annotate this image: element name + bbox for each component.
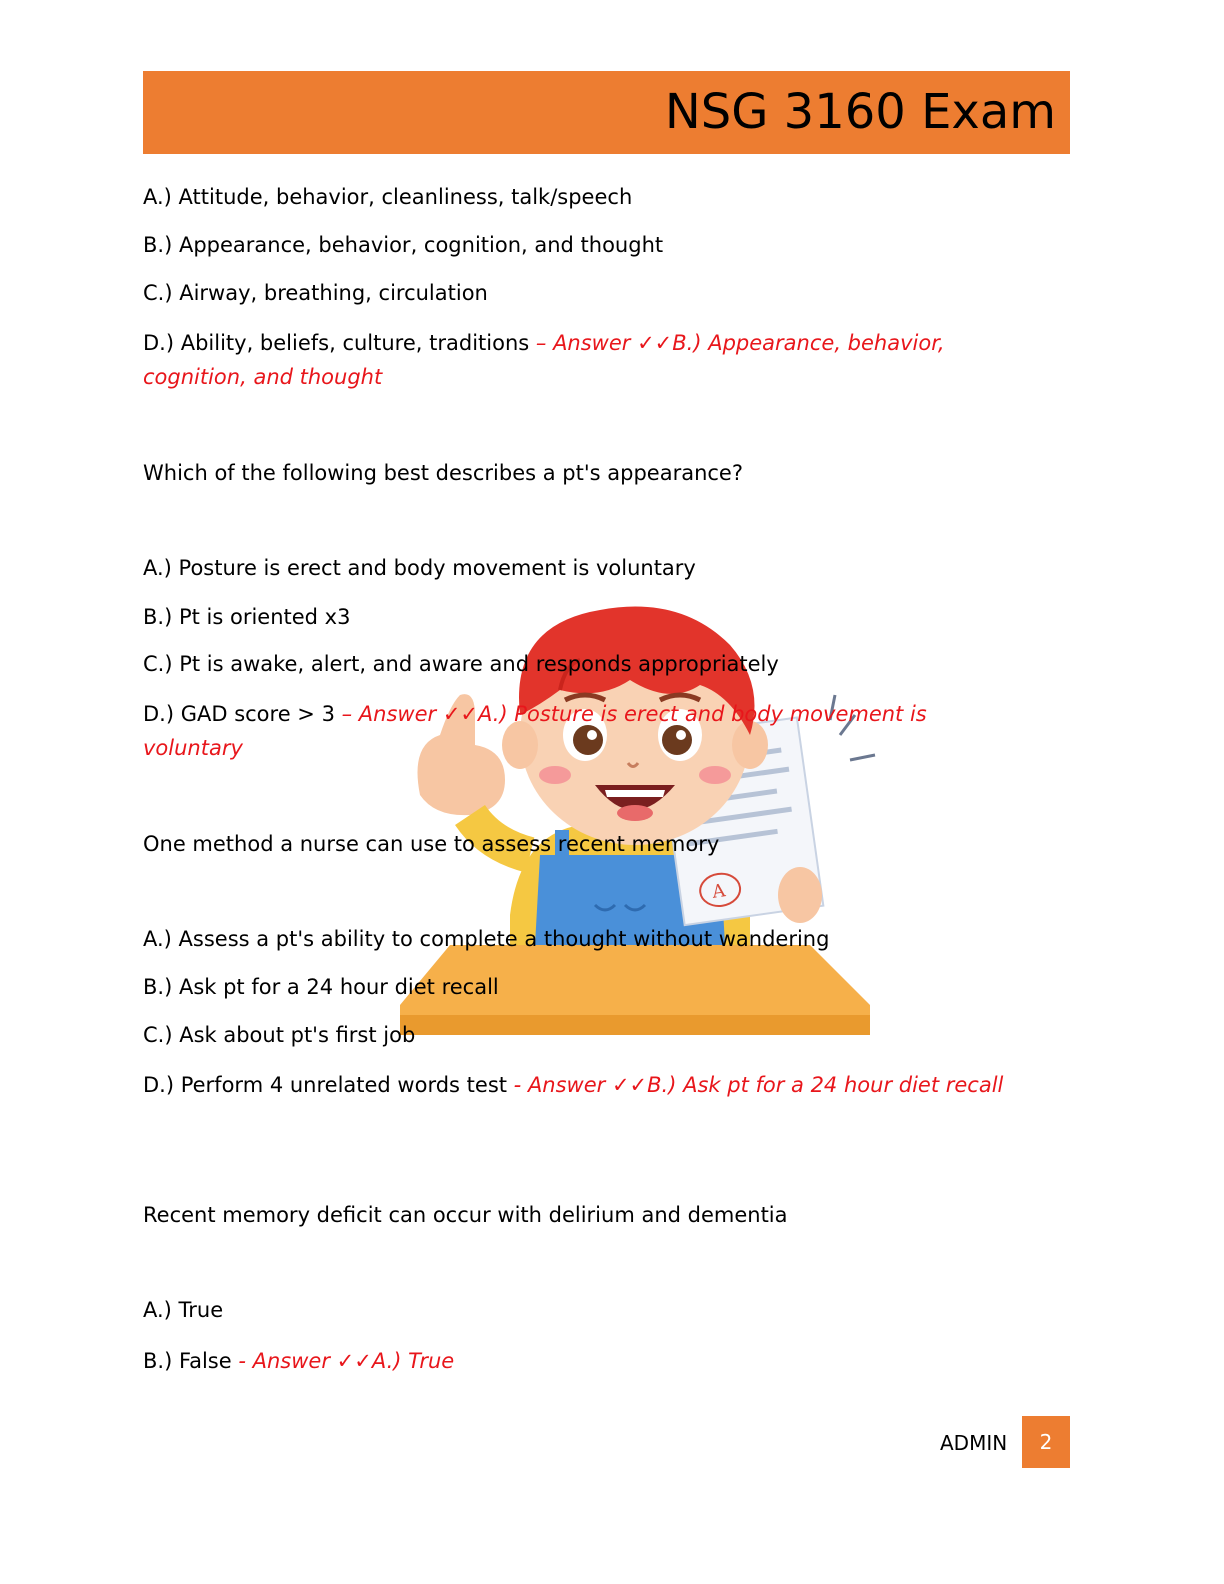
q1-option-d-with-answer — [143, 326, 1023, 394]
q1-option-d: D.) Ability, beliefs, culture, traditions — [143, 331, 530, 355]
q2-option-d: D.) GAD score > 3 — [143, 702, 335, 726]
q2-option-b: B.) Pt is oriented x3 — [143, 605, 351, 629]
q2-option-a: A.) Posture is erect and body movement is voluntary — [143, 556, 696, 580]
page-number: 2 — [1022, 1416, 1070, 1468]
q2-question: Which of the following best describes a pt's appearance? — [143, 461, 743, 485]
q1-option-b: B.) Appearance, behavior, cognition, and thought — [143, 233, 664, 257]
q4-option-b: B.) False — [143, 1349, 232, 1373]
q3-option-c: C.) Ask about pt's first job — [143, 1023, 416, 1047]
q4-question: Recent memory deficit can occur with delirium and dementia — [143, 1203, 788, 1227]
q3-option-d: D.) Perform 4 unrelated words test — [143, 1073, 507, 1097]
q3-option-a: A.) Assess a pt's ability to complete a thought without wandering — [143, 927, 830, 951]
q4-option-a: A.) True — [143, 1298, 224, 1322]
header-bar — [143, 71, 1070, 154]
q2-answer-separator: – — [334, 702, 359, 726]
document-title: NSG 3160 Exam — [664, 84, 1056, 140]
q4-answer: Answer ✓✓A.) True — [252, 1349, 455, 1373]
footer-label: ADMIN — [940, 1431, 1008, 1455]
q3-option-b: B.) Ask pt for a 24 hour diet recall — [143, 975, 499, 999]
grade-mark: A — [710, 880, 727, 903]
q4-option-b-with-answer — [143, 1344, 1023, 1378]
q3-option-d-with-answer — [143, 1068, 1023, 1102]
q2-option-d-with-answer — [143, 697, 1023, 765]
q4-answer-separator: - — [231, 1349, 253, 1373]
q2-option-c: C.) Pt is awake, alert, and aware and responds appropriately — [143, 652, 779, 676]
q1-option-a: A.) Attitude, behavior, cleanliness, talk/speech — [143, 185, 633, 209]
q1-answer-separator: – — [529, 331, 554, 355]
q3-answer: Answer ✓✓B.) Ask pt for a 24 hour diet recall — [527, 1073, 1004, 1097]
q1-option-c: C.) Airway, breathing, circulation — [143, 281, 488, 305]
q1-answer: Answer ✓✓B.) Appearance, behavior, cognition, and thought — [143, 331, 945, 389]
q2-answer: Answer ✓✓A.) Posture is erect and body movement is voluntary — [143, 702, 927, 760]
q3-answer-separator: - — [507, 1073, 528, 1097]
q3-question: One method a nurse can use to assess recent memory — [143, 832, 720, 856]
